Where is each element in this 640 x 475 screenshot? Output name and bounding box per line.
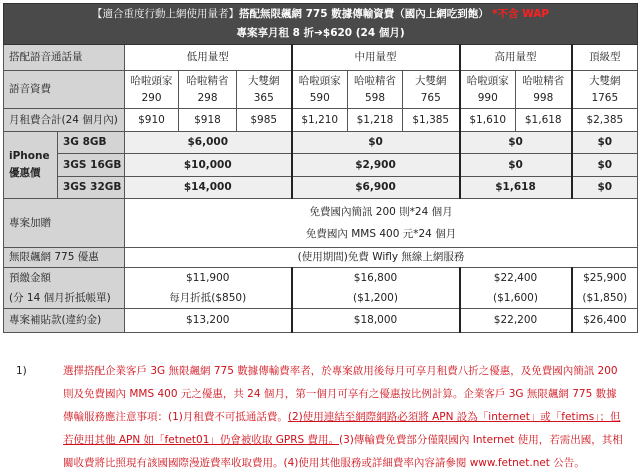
iphone-price: $14,000 xyxy=(125,177,292,199)
plan-cell: 哈啦頭家 590 xyxy=(292,71,348,109)
monthly-label: 月租費合計(24 個月內) xyxy=(4,109,125,132)
note-text: 選擇搭配企業客戶 3G 無限飆網 775 數據傳輸費率者，於專案啟用後每月可享月租費八折之優惠，及免費國內簡訊 200 則及免費國內 MMS 400 元之優惠，共 24 個月，第一個月可享有之優惠按比例計算。企業客戶 3G 無限飆網 775 數據傳輸服務應注意事項：(1)月租費不可抵通話費。(2)使用連結至網際網路必須將 APN 設為「internet」或「fetims」；但若使用其他 APN 如「fetnet01」仍會被收取 GPRS 費用。(3)傳輸費免費部分僅限國內 Internet 使用，若需出國，其相關收費將比照現有該國國際漫遊費率收取費用。(4)使用其他服務或詳細費率內容請參閱 www.fetnet.net 公告。 xyxy=(63,365,623,469)
iphone-price: $0 xyxy=(292,132,460,154)
iphone-price: $0 xyxy=(572,154,638,177)
monthly-fee: $1,210 xyxy=(292,109,348,132)
iphone-label: iPhone 優惠價 xyxy=(4,132,58,199)
iphone-price: $0 xyxy=(460,154,572,177)
header-discount: 專案享月租 8 折➔$620 (24 個月) xyxy=(236,27,405,39)
plan-label: 語音資費 xyxy=(4,71,125,109)
tier-low: 低用量型 xyxy=(125,45,292,71)
monthly-fee: $1,218 xyxy=(348,109,403,132)
iphone-price: $0 xyxy=(572,132,638,154)
header-audience: 【適合重度行動上網使用量者】 xyxy=(91,8,239,20)
iphone-price: $0 xyxy=(572,177,638,199)
plan-cell: 哈啦精省 598 xyxy=(348,71,403,109)
prepay-amount: $16,800 ($1,200) xyxy=(292,268,460,309)
prepay-amount: $11,900 每月折抵($850) xyxy=(125,268,292,309)
plan-cell: 哈啦精省 998 xyxy=(516,71,572,109)
bonus-value: 免費國內簡訊 200 則*24 個月 免費國內 MMS 400 元*24 個月 xyxy=(125,199,638,248)
monthly-fee: $1,610 xyxy=(460,109,516,132)
subsidy-value: $26,400 xyxy=(572,309,638,333)
prepay-amount: $22,400 ($1,600) xyxy=(460,268,572,309)
iphone-price: $6,000 xyxy=(125,132,292,154)
iphone-price: $0 xyxy=(460,132,572,154)
plan-cell: 哈啦精省 298 xyxy=(179,71,237,109)
tier-high: 高用量型 xyxy=(460,45,572,71)
tier-label: 搭配語音通話量 xyxy=(4,45,125,71)
subsidy-value: $22,200 xyxy=(460,309,572,333)
note-number: 1) xyxy=(16,365,27,377)
plan-cell: 大雙網 1765 xyxy=(572,71,638,109)
plan-cell: 哈啦頭家 990 xyxy=(460,71,516,109)
monthly-fee: $1,618 xyxy=(516,109,572,132)
tier-top: 頂級型 xyxy=(572,45,638,71)
iphone-model: 3G 8GB xyxy=(58,132,125,154)
subsidy-value: $13,200 xyxy=(125,309,292,333)
plan-cell: 哈啦頭家 290 xyxy=(125,71,179,109)
unlimited-label: 無限飆網 775 優惠 xyxy=(4,248,125,268)
header-plan: 搭配無限飆網 775 數據傳輸資費（國內上網吃到飽） xyxy=(238,8,489,20)
monthly-fee: $918 xyxy=(179,109,237,132)
monthly-fee: $985 xyxy=(237,109,292,132)
monthly-fee: $2,385 xyxy=(572,109,638,132)
iphone-price: $1,618 xyxy=(460,177,572,199)
prepay-label: 預繳金額 (分 14 個月折抵帳單) xyxy=(4,268,125,309)
iphone-price: $10,000 xyxy=(125,154,292,177)
iphone-price: $6,900 xyxy=(292,177,460,199)
monthly-fee: $910 xyxy=(125,109,179,132)
subsidy-value: $18,000 xyxy=(292,309,460,333)
note-apn-warning: (2)使用連結至網際網路必須將 APN 設為「internet」或「fetims」；但若使用其他 APN 如「fetnet01」仍會被收取 GPRS 費用。 xyxy=(63,411,621,446)
iphone-price: $2,900 xyxy=(292,154,460,177)
iphone-model: 3GS 32GB xyxy=(58,177,125,199)
tier-mid: 中用量型 xyxy=(292,45,460,71)
unlimited-value: (使用期間)免費 Wifly 無線上網服務 xyxy=(125,248,638,268)
plan-cell: 大雙網 765 xyxy=(403,71,460,109)
table-header xyxy=(4,4,638,45)
pricing-table xyxy=(3,3,638,333)
plan-cell: 大雙網 365 xyxy=(237,71,292,109)
prepay-amount: $25,900 ($1,850) xyxy=(572,268,638,309)
header-wap-note: *不含 WAP xyxy=(492,8,550,20)
subsidy-label: 專案補貼款(違約金) xyxy=(4,309,125,333)
iphone-model: 3GS 16GB xyxy=(58,154,125,177)
monthly-fee: $1,385 xyxy=(403,109,460,132)
bonus-label: 專案加贈 xyxy=(4,199,125,248)
